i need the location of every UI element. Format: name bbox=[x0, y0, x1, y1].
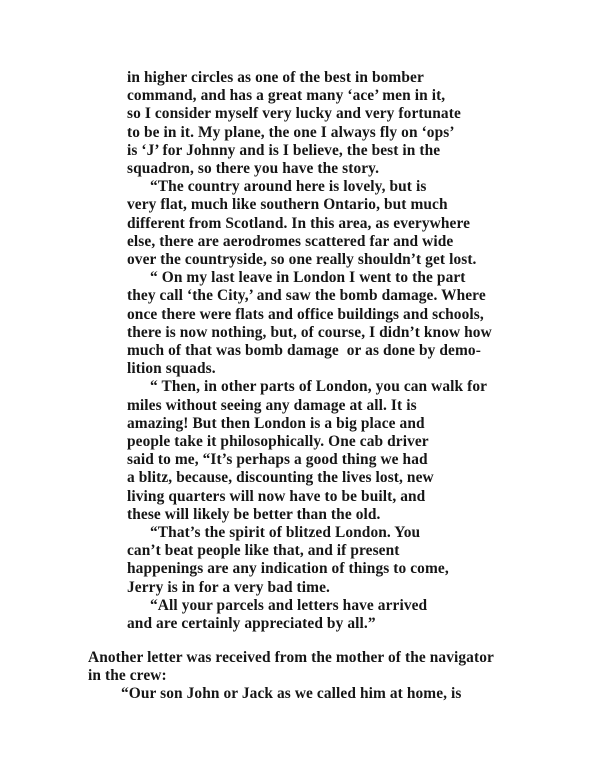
text-line: “That’s the spirit of blitzed London. You bbox=[150, 524, 421, 542]
text-line: “Our son John or Jack as we called him at home, is bbox=[121, 685, 462, 703]
text-line: they call ‘the City,’ and saw the bomb damage. Where bbox=[127, 287, 486, 305]
text-line: can’t beat people like that, and if present bbox=[127, 542, 400, 560]
text-line: said to me, “It’s perhaps a good thing we had bbox=[127, 451, 428, 469]
text-line: living quarters will now have to be built, and bbox=[127, 487, 426, 505]
text-line: lition squads. bbox=[127, 360, 216, 378]
text-line: so I consider myself very lucky and very fortunate bbox=[127, 105, 461, 123]
text-line: “ Then, in other parts of London, you can walk for bbox=[150, 378, 488, 396]
text-line: people take it philosophically. One cab driver bbox=[127, 433, 429, 451]
text-line: else, there are aerodromes scattered far and wide bbox=[127, 232, 454, 250]
text-line: happenings are any indication of things to come, bbox=[127, 560, 449, 578]
text-line: Another letter was received from the mother of the navigator bbox=[88, 649, 494, 666]
text-line: squadron, so there you have the story. bbox=[127, 160, 380, 178]
text-line: over the countryside, so one really shouldn’t get lost. bbox=[127, 251, 477, 269]
text-line: to be in it. My plane, the one I always fly on ‘ops’ bbox=[127, 123, 455, 141]
text-line: miles without seeing any damage at all. It is bbox=[127, 396, 417, 414]
text-line: there is now nothing, but, of course, I didn’t know how bbox=[127, 323, 492, 341]
text-line: in higher circles as one of the best in bomber bbox=[127, 69, 424, 86]
text-line: “The country around here is lovely, but is bbox=[150, 178, 427, 196]
text-line: these will likely be better than the old. bbox=[127, 505, 381, 523]
text-line: “ On my last leave in London I went to the part bbox=[150, 269, 466, 287]
text-line: “All your parcels and letters have arrived bbox=[150, 596, 428, 614]
narration-paragraph bbox=[88, 649, 494, 704]
text-line: Jerry is in for a very bad time. bbox=[127, 578, 330, 596]
text-line: very flat, much like southern Ontario, but much bbox=[127, 196, 448, 214]
text-line: different from Scotland. In this area, as everywhere bbox=[127, 214, 471, 232]
text-line: once there were flats and office buildings and schools, bbox=[127, 305, 484, 323]
text-line: in the crew: bbox=[88, 667, 167, 685]
text-line: command, and has a great many ‘ace’ men in it, bbox=[127, 87, 446, 105]
text-line: is ‘J’ for Johnny and is I believe, the best in the bbox=[127, 141, 441, 159]
text-line: a blitz, because, discounting the lives lost, new bbox=[127, 469, 434, 487]
letter-excerpt-paragraphs bbox=[127, 69, 492, 633]
text-line: amazing! But then London is a big place and bbox=[127, 414, 425, 432]
text-line: and are certainly appreciated by all.” bbox=[127, 615, 376, 633]
text-line: much of that was bomb damage or as done by demo- bbox=[127, 342, 481, 360]
